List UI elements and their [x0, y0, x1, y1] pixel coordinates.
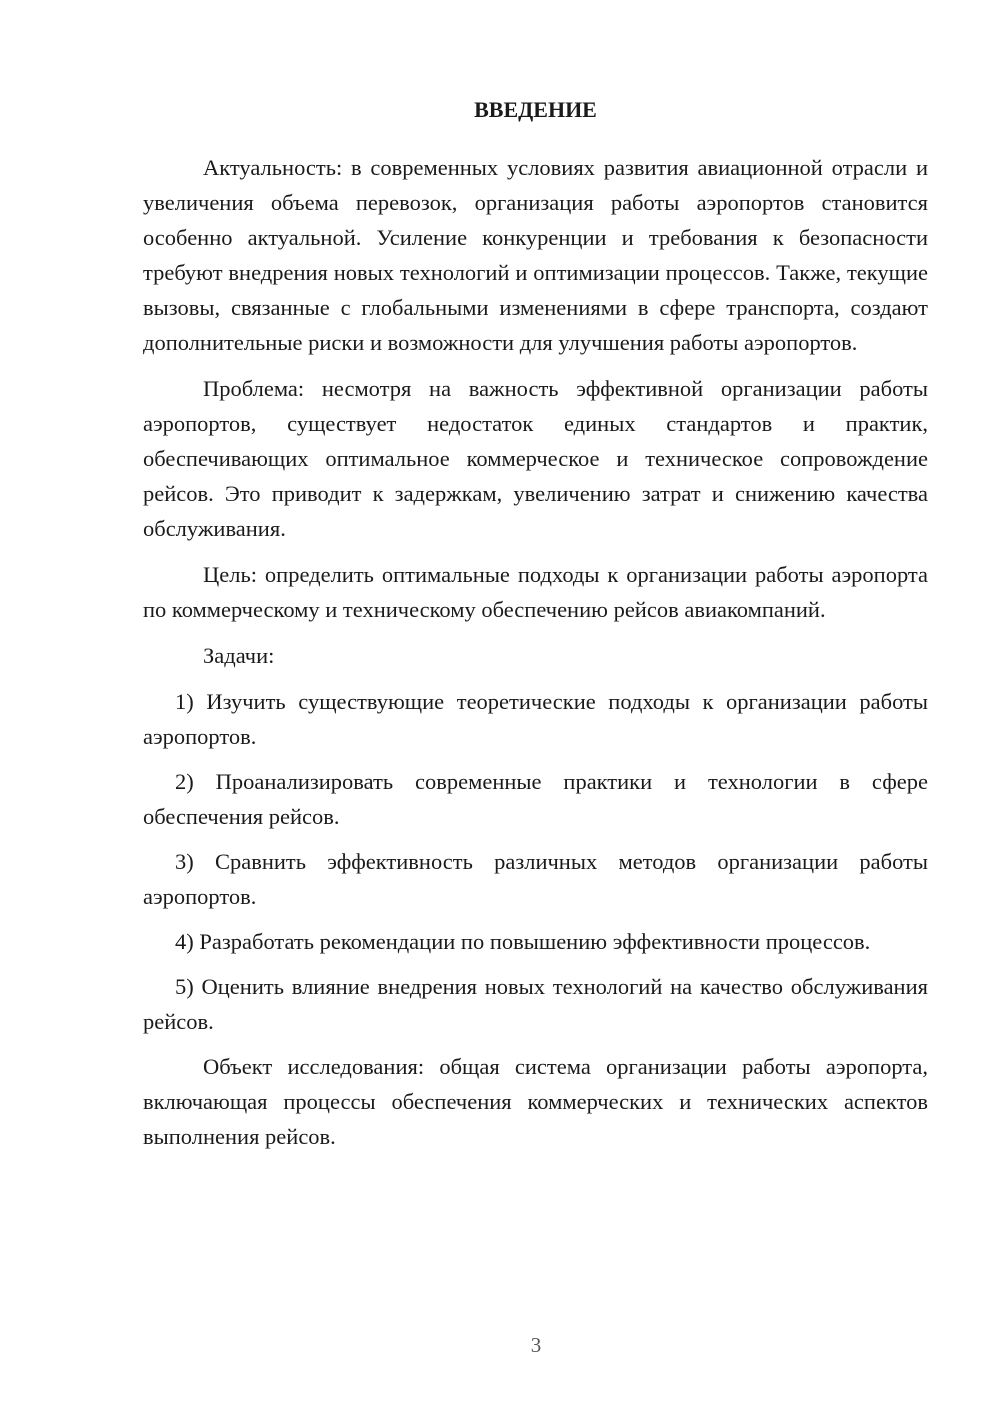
tasks-heading: Задачи: [203, 643, 275, 668]
tasks-list [143, 684, 928, 1039]
section-title: ВВЕДЕНИЕ [474, 97, 597, 122]
problem-paragraph: Проблема: несмотря на важность эффективной организации работы аэропортов, существует недостаток единых стандартов и практик, обеспечивающих оптимальное коммерческое и техническое сопровождение рейсов. Это приводит к задержкам, увеличению затрат и снижению качества обслуживания. [143, 376, 928, 541]
relevance-paragraph: Актуальность: в современных условиях развития авиационной отрасли и увеличения объема перевозок, организация работы аэропортов становится особенно актуальной. Усиление конкуренции и требования к безопасности требуют внедрения новых технологий и оптимизации процессов. Также, текущие вызовы, связанные с глобальными изменениями в сфере транспорта, создают дополнительные риски и возможности для улучшения работы аэропортов. [143, 155, 928, 355]
task-item: 2) Проанализировать современные практики и технологии в сфере обеспечения рейсов. [143, 769, 928, 829]
task-item: 1) Изучить существующие теоретические подходы к организации работы аэропортов. [143, 689, 928, 749]
task-item: 3) Сравнить эффективность различных методов организации работы аэропортов. [143, 849, 928, 909]
object-paragraph: Объект исследования: общая система организации работы аэропорта, включающая процессы обеспечения коммерческих и технических аспектов выполнения рейсов. [143, 1054, 928, 1149]
document-page [143, 92, 928, 1165]
task-item: 4) Разработать рекомендации по повышению эффективности процессов. [175, 929, 871, 954]
task-item: 5) Оценить влияние внедрения новых технологий на качество обслуживания рейсов. [143, 974, 928, 1034]
goal-paragraph: Цель: определить оптимальные подходы к организации работы аэропорта по коммерческому и техническому обеспечению рейсов авиакомпаний. [143, 562, 928, 622]
page-number: 3 [530, 1333, 542, 1357]
